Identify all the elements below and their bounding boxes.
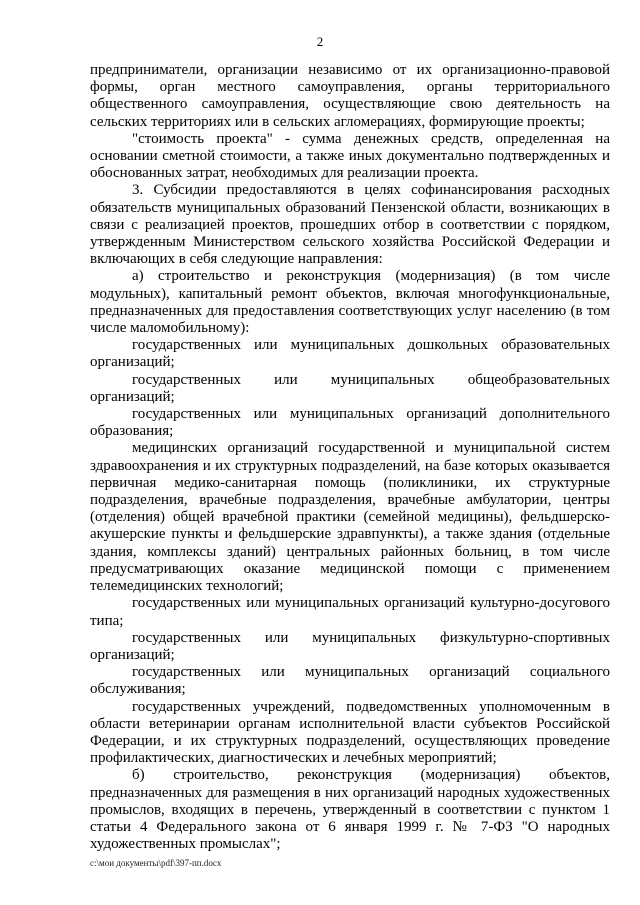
paragraph-preschool-organizations: государственных или муниципальных дошкольных образовательных организаций; — [90, 337, 610, 371]
footer-file-path: c:\мои документы\pdf\397-пп.docx — [90, 858, 222, 868]
paragraph-general-education-organizations: государственных или муниципальных общеобразовательных организаций; — [90, 371, 610, 405]
paragraph-social-service-organizations: государственных или муниципальных организаций социального обслуживания; — [90, 664, 610, 698]
paragraph-subitem-b: б) строительство, реконструкция (модернизация) объектов, предназначенных для размещения в них организаций народных художественных промыслов, входящих в перечень, утвержденный в соответствии с пунктом 1 статьи 4 Федерального закона от 6 января 1999 г. № 7-ФЗ "О народных художественных промыслах"; — [90, 767, 610, 853]
paragraph-subitem-a: а) строительство и реконструкция (модернизация) (в том числе модульных), капитальный ремонт объектов, включая многофункциональные, предназначенных для предоставления соответствующих услуг населению (в том числе маломобильному): — [90, 268, 610, 337]
paragraph-additional-education-organizations: государственных или муниципальных организаций дополнительного образования; — [90, 406, 610, 440]
paragraph-item-3: 3. Субсидии предоставляются в целях софинансирования расходных обязательств муниципальных образований Пензенской области, возникающих в связи с реализацией проектов, прошедших отбор в соответствии с порядком, утвержденным Министерством сельского хозяйства Российской Федерации и включающих в себя следующие направления: — [90, 182, 610, 268]
paragraph-continuation: предприниматели, организации независимо от их организационно-правовой формы, орган местного самоуправления, органы территориального общественного самоуправления, осуществляющие свою деятельность на сельских территориях или в сельских агломерациях, формирующие проекты; — [90, 62, 610, 130]
paragraph-cultural-organizations: государственных или муниципальных организаций культурно-досугового типа; — [90, 595, 610, 629]
paragraph-sports-organizations: государственных или муниципальных физкультурно-спортивных организаций; — [90, 629, 610, 663]
page-number: 2 — [316, 34, 324, 49]
paragraph-veterinary-institutions: государственных учреждений, подведомственных уполномоченным в области ветеринарии органам исполнительной власти субъектов Российской Федерации, и их структурных подразделений, осуществляющих проведение профилактических, диагностических и лечебных мероприятий; — [90, 698, 610, 767]
paragraph-medical-organizations: медицинских организаций государственной и муниципальной систем здравоохранения и их структурных подразделений, на базе которых оказывается первичная медико-санитарная помощь (поликлиники, их структурные подразделения, врачебные подразделения, врачебные амбулатории, центры (отделения) общей врачебной практики (семейной медицины), фельдшерско-акушерские пункты и фельдшерские здравпункты), а также здания (отдельные здания, комплексы зданий) центральных районных больниц, в том числе предусматривающих оказание медицинской помощи с применением телемедицинских технологий; — [90, 440, 610, 595]
paragraph-project-cost-definition: "стоимость проекта" - сумма денежных средств, определенная на основании сметной стоимости, а также иных документально подтвержденных и обоснованных затрат, необходимых для реализации проекта. — [90, 130, 610, 182]
document-body — [90, 62, 610, 853]
